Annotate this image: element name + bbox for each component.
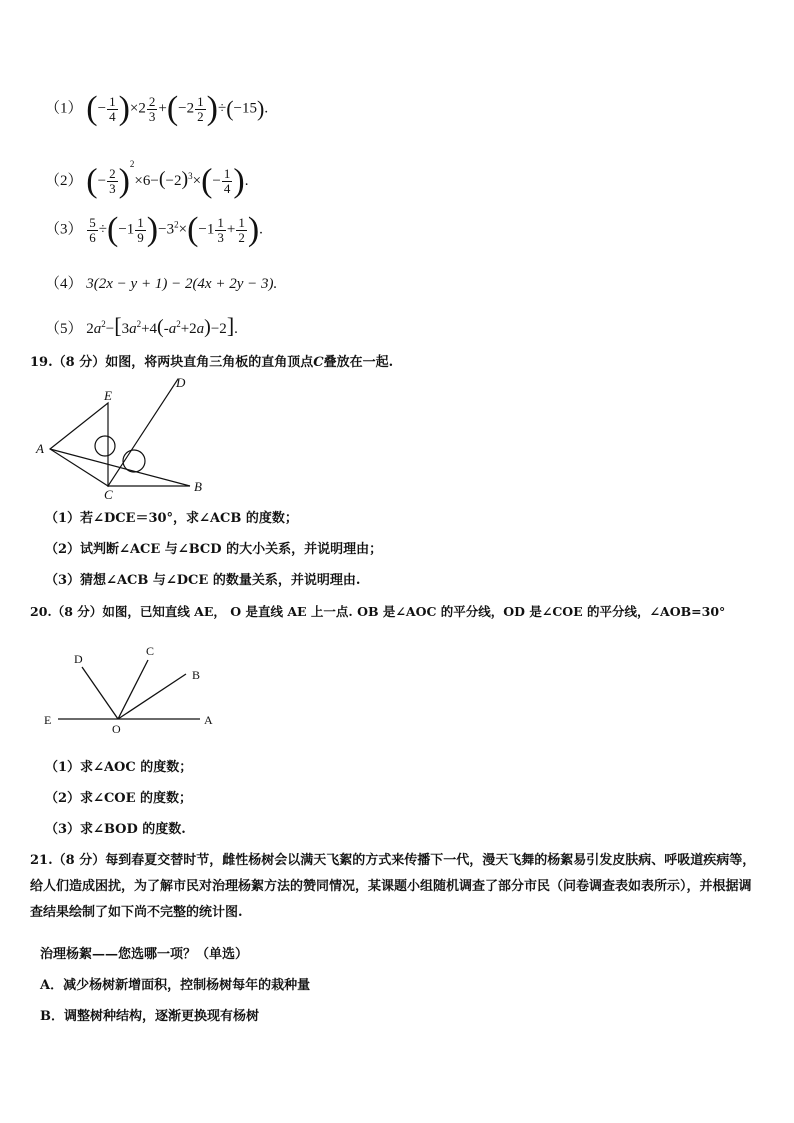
- q18-item-5-label: （5）: [45, 321, 83, 337]
- q20-sub-1-text: 求∠AOC 的度数；: [80, 760, 193, 775]
- q21-stem: [30, 848, 760, 926]
- q21-number: 21.: [30, 853, 53, 868]
- q21-option-a: [40, 977, 310, 995]
- label-c: C: [104, 487, 113, 502]
- q19-sub-2-text: 试判断∠ACE 与∠BCD 的大小关系，并说明理由；: [80, 542, 383, 557]
- label-e: E: [104, 388, 112, 403]
- q19-sub-1-label: （1）: [45, 511, 81, 526]
- q20-sub-3-label: （3）: [45, 822, 81, 837]
- q21-survey-title: 治理杨絮——您选哪一项？（单选）: [40, 947, 249, 962]
- q20-sub-2-label: （2）: [45, 791, 81, 806]
- q18-item-3-label: （3）: [45, 221, 83, 238]
- q21-option-a-label: A．: [40, 978, 64, 993]
- q21-option-b: [40, 1008, 259, 1026]
- q19-sub-3-text: 猜想∠ACB 与∠DCE 的数量关系，并说明理由.: [80, 573, 361, 588]
- q18-item-4: [45, 275, 277, 293]
- q18-item-2: （2） (− $\frac{2}{3}$ )$^2\times 6-(-2)^3\times(-$ $\frac{1}{4}$ ).: [45, 159, 249, 200]
- q21-stem-text: 每到春夏交替时节，雌性杨树会以满天飞絮的方式来传播下一代，漫天飞舞的杨絮易引发皮肤病、呼吸道疾病等，给人们造成困扰，为了解市民对治理杨絮方法的赞同情况，某课题小组随机调查了部分市民（问卷调查表如表所示），并根据调查结果绘制了如下尚不完整的统计图.: [30, 853, 756, 920]
- label-b: B: [192, 668, 201, 682]
- label-o: O: [112, 722, 121, 736]
- q18-item-4-expr: 3(2x − y + 1) − 2(4x + 2y − 3).: [86, 276, 278, 292]
- q19-sub-1-text: 若∠DCE＝30°，求∠ACB 的度数；: [80, 511, 298, 526]
- q21-option-b-label: B．: [40, 1009, 64, 1024]
- q18-item-5: （5） $2a^2-[3a^2+4(-a^2+2a)-2]$.: [45, 313, 238, 338]
- q20-sub-3: [45, 821, 186, 839]
- q19-sub-2-label: （2）: [45, 542, 81, 557]
- q20-sub-2: [45, 790, 192, 808]
- q20-header: [30, 603, 725, 621]
- label-e: E: [44, 713, 52, 727]
- q19-stem: 如图，将两块直角三角板的直角顶点: [105, 355, 314, 370]
- q20-points: （8 分）: [51, 604, 103, 619]
- label-d: D: [176, 375, 186, 390]
- label-a: A: [36, 441, 44, 456]
- label-c: C: [146, 644, 155, 658]
- q19-number: 19.: [30, 355, 53, 370]
- q18-item-2-label: （2）: [45, 173, 83, 189]
- ray-ob: [118, 674, 186, 719]
- triangle-ace-board: [50, 403, 108, 486]
- q19-sub-3: [45, 572, 360, 590]
- q19-vertex: C: [313, 355, 324, 370]
- q21-option-a-text: 减少杨树新增面积，控制杨树每年的栽种量: [63, 978, 311, 993]
- triangle-hole-left: [95, 436, 115, 456]
- q20-sub-1: [45, 759, 192, 777]
- q20-figure: [40, 640, 230, 738]
- q20-number: 20.: [30, 604, 52, 619]
- triangle-hole-right: [123, 450, 145, 472]
- q19-sub-1: [45, 510, 298, 528]
- segment-d-b: [50, 449, 190, 486]
- ray-oc: [118, 660, 148, 719]
- q19-sub-3-label: （3）: [45, 573, 81, 588]
- q21-option-b-text: 调整树种结构，逐渐更换现有杨树: [64, 1009, 260, 1024]
- q20-stem: 如图，已知直线 AE， O 是直线 AE 上一点. OB 是∠AOC 的平分线，OD 是∠COE 的平分线，∠AOB=30°: [102, 604, 726, 619]
- q21-points: （8 分）: [52, 853, 106, 868]
- q19-stem-end: 叠放在一起.: [323, 355, 394, 370]
- q20-sub-1-label: （1）: [45, 760, 81, 775]
- label-a: A: [204, 713, 213, 727]
- q19-header: [30, 354, 393, 372]
- triangle-dcb-board: [108, 379, 190, 486]
- q19-sub-2: [45, 541, 382, 559]
- q18-item-4-label: （4）: [45, 276, 83, 292]
- q18-item-1-label: （1）: [45, 100, 83, 117]
- q19-figure: [30, 372, 220, 504]
- q18-item-1: （1） (− $\frac{1}{4}$ )×2 $\frac{2}{3}$ +(−2 $\frac{1}{2}$ )÷(−15).: [45, 90, 269, 127]
- label-d: D: [74, 652, 83, 666]
- q19-points: （8 分）: [52, 355, 106, 370]
- q20-sub-2-text: 求∠COE 的度数；: [80, 791, 193, 806]
- label-b: B: [194, 479, 202, 494]
- ray-od: [82, 667, 118, 719]
- q20-sub-3-text: 求∠BOD 的度数.: [80, 822, 186, 837]
- q18-item-3: （3） $\frac{5}{6}$ ÷(−1 $\frac{1}{9}$ )$-3^2\times(-1$ $\frac{1}{3}$ + $\frac{1}{2}$ ).: [45, 211, 263, 248]
